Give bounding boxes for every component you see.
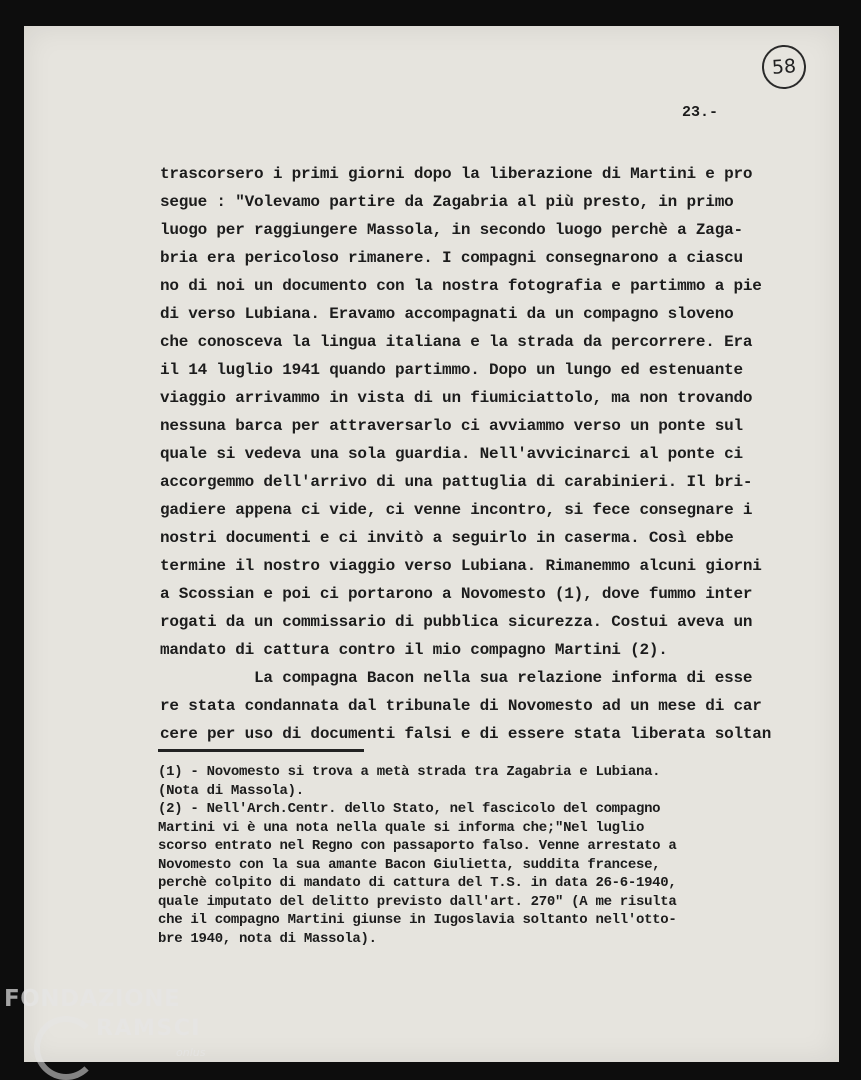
footnote-line: (1) - Novomesto si trova a metà strada tra Zagabria e Lubiana.: [158, 764, 661, 780]
body-line: bria era pericoloso rimanere. I compagni consegnarono a ciascu: [160, 249, 743, 267]
body-line: a Scossian e poi ci portarono a Novomesto (1), dove fummo inter: [160, 585, 753, 603]
body-line: quale si vedeva una sola guardia. Nell'avvicinarci al ponte ci: [160, 445, 743, 463]
watermark-line3: onlus: [176, 1046, 206, 1059]
body-line: segue : "Volevamo partire da Zagabria al più presto, in primo: [160, 193, 734, 211]
footnote-line: (2) - Nell'Arch.Centr. dello Stato, nel fascicolo del compagno: [158, 801, 661, 817]
footnote-line: Novomesto con la sua amante Bacon Giulietta, suddita francese,: [158, 856, 661, 873]
body-line: re stata condannata dal tribunale di Novomesto ad un mese di car: [160, 697, 762, 715]
body-line: cere per uso di documenti falsi e di essere stata liberata soltan: [160, 725, 772, 743]
body-line: luogo per raggiungere Massola, in secondo luogo perchè a Zaga-: [160, 221, 743, 239]
footnote-line: scorso entrato nel Regno con passaporto falso. Venne arrestato a: [158, 838, 677, 854]
body-line: trascorsero i primi giorni dopo la liberazione di Martini e pro: [160, 165, 753, 183]
body-line: nessuna barca per attraversarlo ci avviammo verso un ponte sul: [160, 417, 743, 435]
footnote-divider: [158, 749, 364, 752]
body-line: viaggio arrivammo in vista di un fiumiciattolo, ma non trovando: [160, 389, 753, 407]
body-line: termine il nostro viaggio verso Lubiana. Rimanemmo alcuni giorni: [160, 557, 762, 575]
footnote-line: quale imputato del delitto previsto dall'art. 270" (A me risulta: [158, 893, 677, 910]
body-line: nostri documenti e ci invitò a seguirlo in caserma. Così ebbe: [160, 529, 734, 547]
body-line: che conosceva la lingua italiana e la strada da percorrere. Era: [160, 333, 753, 351]
body-line: rogati da un commissario di pubblica sicurezza. Costui aveva un: [160, 613, 753, 631]
watermark-line1: FONDAZIONE: [4, 986, 181, 1012]
body-line: mandato di cattura contro il mio compagno Martini (2).: [160, 641, 668, 659]
body-text: [160, 160, 780, 748]
footnote-line: perchè colpito di mandato di cattura del T.S. in data 26-6-1940,: [158, 875, 677, 891]
body-line: il 14 luglio 1941 quando partimmo. Dopo un lungo ed estenuante: [160, 361, 743, 379]
stamp-number: 58: [771, 55, 797, 79]
footnote-line: che il compagno Martini giunse in Iugoslavia soltanto nell'otto-: [158, 912, 677, 928]
body-line: no di noi un documento con la nostra fotografia e partimmo a pie: [160, 277, 762, 295]
watermark-line2: RAMSCI: [96, 1016, 202, 1041]
gramsci-logo-icon: [34, 1016, 98, 1080]
body-line: di verso Lubiana. Eravamo accompagnati da un compagno sloveno: [160, 305, 734, 323]
footnote-line: bre 1940, nota di Massola).: [158, 930, 377, 947]
footnote-line: Martini vi è una nota nella quale si informa che;"Nel luglio: [158, 819, 645, 836]
footnote-line: (Nota di Massola).: [158, 782, 304, 799]
body-line: La compagna Bacon nella sua relazione informa di esse: [160, 669, 753, 687]
body-line: gadiere appena ci vide, ci venne incontro, si fece consegnare i: [160, 501, 753, 519]
body-line: accorgemmo dell'arrivo di una pattuglia di carabinieri. Il bri-: [160, 473, 753, 491]
typewritten-page: [24, 26, 839, 1062]
page-number: 23.-: [682, 104, 719, 121]
footnotes: [158, 763, 798, 948]
archive-stamp: [761, 44, 808, 91]
